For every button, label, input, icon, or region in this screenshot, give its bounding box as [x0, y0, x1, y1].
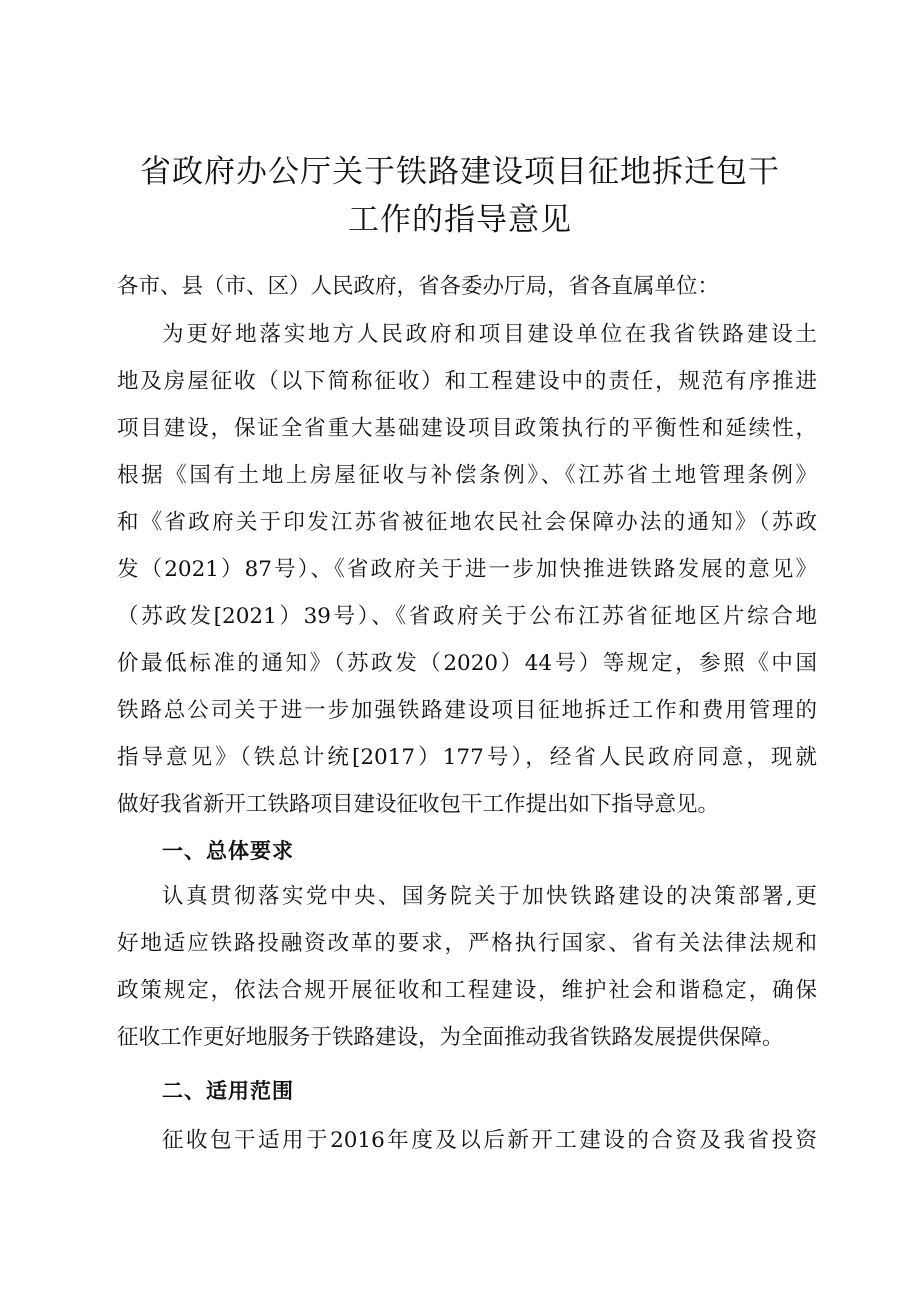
intro-line: 发（2021）87号）、《省政府关于进一步加快推进铁路发展的意见》 — [117, 557, 817, 582]
intro-line: 为更好地落实地方人民政府和项目建设单位在我省铁路建设土 — [162, 322, 817, 347]
intro-line: 做好我省新开工铁路项目建设征收包干工作提出如下指导意见。 — [117, 792, 720, 817]
intro-line: 铁路总公司关于进一步加强铁路建设项目征地拆迁工作和费用管理的 — [117, 698, 817, 723]
title-line-1: 省政府办公厅关于铁路建设项目征地拆迁包干 — [140, 154, 780, 190]
salutation: 各市、县（市、区）人民政府，省各委办厅局，省各直属单位： — [117, 274, 720, 299]
intro-line: 和《省政府关于印发江苏省被征地农民社会保障办法的通知》（苏政 — [117, 510, 817, 535]
intro-line: 指导意见》（铁总计统[2017）177号），经省人民政府同意，现就 — [117, 745, 817, 770]
intro-line: 项目建设，保证全省重大基础建设项目政策执行的平衡性和延续性， — [117, 416, 817, 441]
section1-line: 政策规定，依法合规开展征收和工程建设，维护社会和谐稳定，确保 — [117, 978, 817, 1003]
section-heading-overall-requirements: 一、总体要求 — [162, 839, 294, 863]
section-heading-scope: 二、适用范围 — [162, 1079, 294, 1103]
section1-line: 征收工作更好地服务于铁路建设，为全面推动我省铁路发展提供保障。 — [117, 1025, 784, 1050]
intro-line: 地及房屋征收（以下简称征收）和工程建设中的责任，规范有序推进 — [117, 369, 817, 394]
section1-line: 好地适应铁路投融资改革的要求，严格执行国家、省有关法律法规和 — [117, 931, 817, 956]
section2-line: 征收包干适用于2016年度及以后新开工建设的合资及我省投资 — [162, 1128, 817, 1153]
intro-line: 根据《国有土地上房屋征收与补偿条例》、《江苏省土地管理条例》 — [117, 463, 817, 488]
section1-line: 认真贯彻落实党中央、国务院关于加快铁路建设的决策部署,更 — [162, 884, 817, 909]
intro-line: （苏政发[2021）39号）、《省政府关于公布江苏省征地区片综合地 — [117, 604, 817, 629]
title-line-2: 工作的指导意见 — [348, 202, 572, 238]
intro-line: 价最低标准的通知》（苏政发（2020）44号）等规定，参照《中国 — [117, 651, 817, 676]
